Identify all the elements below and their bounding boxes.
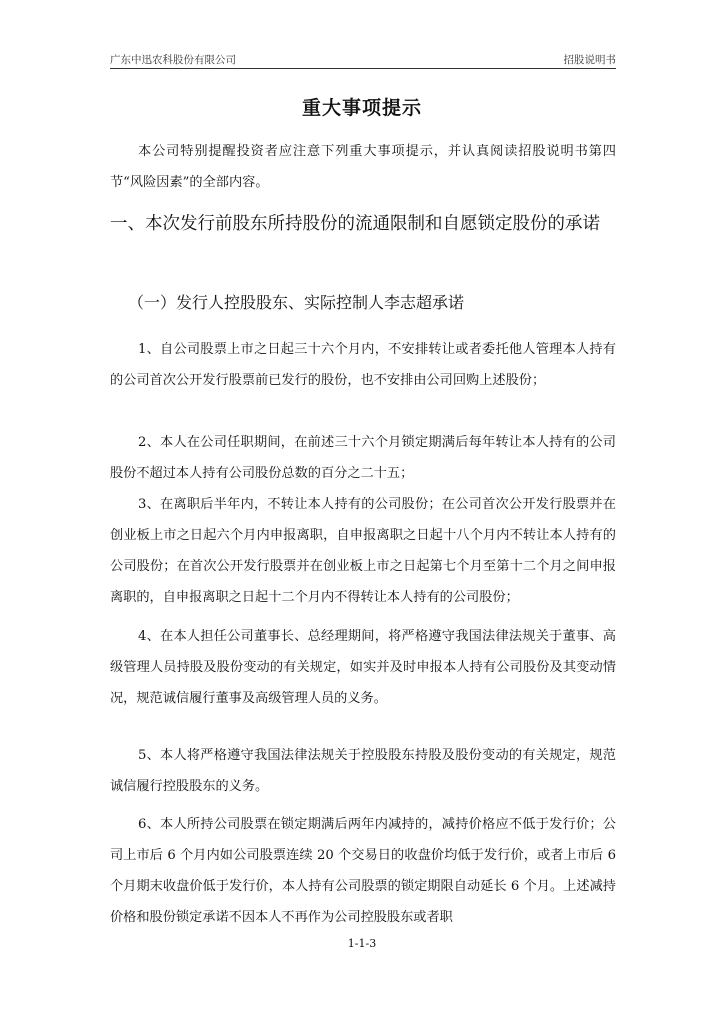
header-company-name: 广东中迅农科股份有限公司 (110, 54, 236, 66)
page-number: 1-1-3 (347, 937, 377, 950)
commitment-item-1: 1、自公司股票上市之日起三十六个月内，不安排转让或者委托他人管理本人持有的公司首次公开发行股票前已发行的股份，也不安排由公司回购上述股份； (110, 342, 616, 388)
commitment-item-6: 6、本人所持公司股票在锁定期满后两年内减持的，减持价格应不低于发行价；公司上市后 6 个月内如公司股票连续 20 个交易日的收盘价均低于发行价，或者上市后 6 个月期末收盘价低于发行价，本人持有公司股票的锁定期限自动延长 6 个月。上述减持价格和股份锁定承诺不因本人不再作为公司控股股东或者职 (110, 817, 616, 925)
intro-paragraph: 本公司特别提醒投资者应注意下列重大事项提示，并认真阅读招股说明书第四节“风险因素”的全部内容。 (110, 144, 616, 190)
commitment-item-5: 5、本人将严格遵守我国法律法规关于控股股东持股及股份变动的有关规定，规范诚信履行控股股东的义务。 (110, 748, 616, 794)
header-document-type: 招股说明书 (563, 54, 616, 66)
section-heading-lockup-commitments: 一、本次发行前股东所持股份的流通限制和自愿锁定股份的承诺 (110, 214, 600, 234)
page-header (110, 50, 616, 69)
page-title: 重大事项提示 (301, 97, 422, 119)
commitment-item-4: 4、在本人担任公司董事长、总经理期间，将严格遵守我国法律法规关于董事、高级管理人员持股及股份变动的有关规定，如实并及时申报本人持有公司股份及其变动情况，规范诚信履行董事及高级管理人员的义务。 (110, 629, 616, 706)
commitment-item-3: 3、在离职后半年内，不转让本人持有的公司股份；在公司首次公开发行股票并在创业板上市之日起六个月内申报离职，自申报离职之日起十八个月内不转让本人持有的公司股份；在首次公开发行股票并在创业板上市之日起第七个月至第十二个月之间申报离职的，自申报离职之日起十二个月内不得转让本人持有的公司股份； (110, 497, 616, 605)
subsection-heading-controller-commitment: （一）发行人控股股东、实际控制人李志超承诺 (128, 293, 465, 312)
commitment-item-2: 2、本人在公司任职期间，在前述三十六个月锁定期满后每年转让本人持有的公司股份不超过本人持有公司股份总数的百分之二十五； (110, 435, 616, 481)
